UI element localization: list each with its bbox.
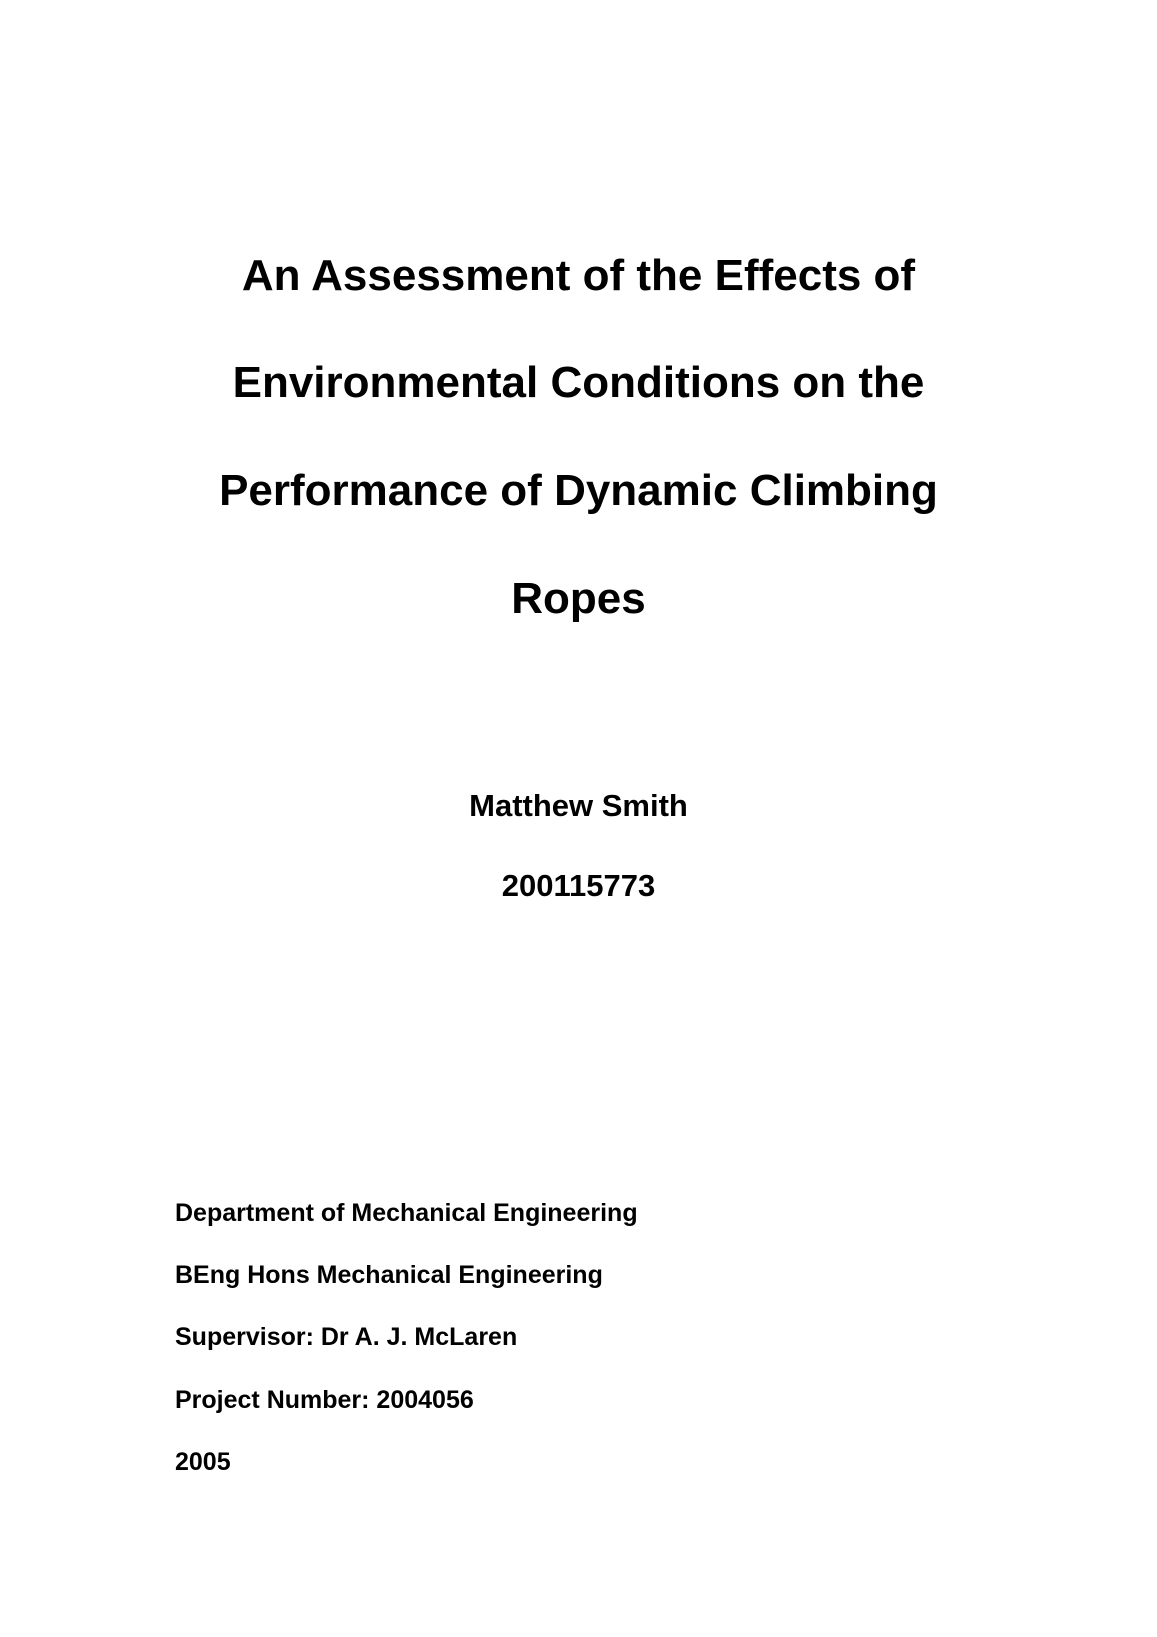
degree: BEng Hons Mechanical Engineering [175, 1261, 603, 1289]
title-line-2: Environmental Conditions on the [232, 358, 925, 407]
title-line-4: Ropes [511, 574, 646, 623]
supervisor: Supervisor: Dr A. J. McLaren [175, 1323, 518, 1351]
year: 2005 [175, 1448, 231, 1476]
title-line-3: Performance of Dynamic Climbing [219, 466, 938, 515]
title-line-1: An Assessment of the Effects of [241, 251, 916, 300]
project-number: Project Number: 2004056 [175, 1386, 474, 1414]
student-number: 200115773 [501, 868, 656, 903]
author-name: Matthew Smith [469, 788, 688, 823]
department: Department of Mechanical Engineering [175, 1199, 638, 1227]
